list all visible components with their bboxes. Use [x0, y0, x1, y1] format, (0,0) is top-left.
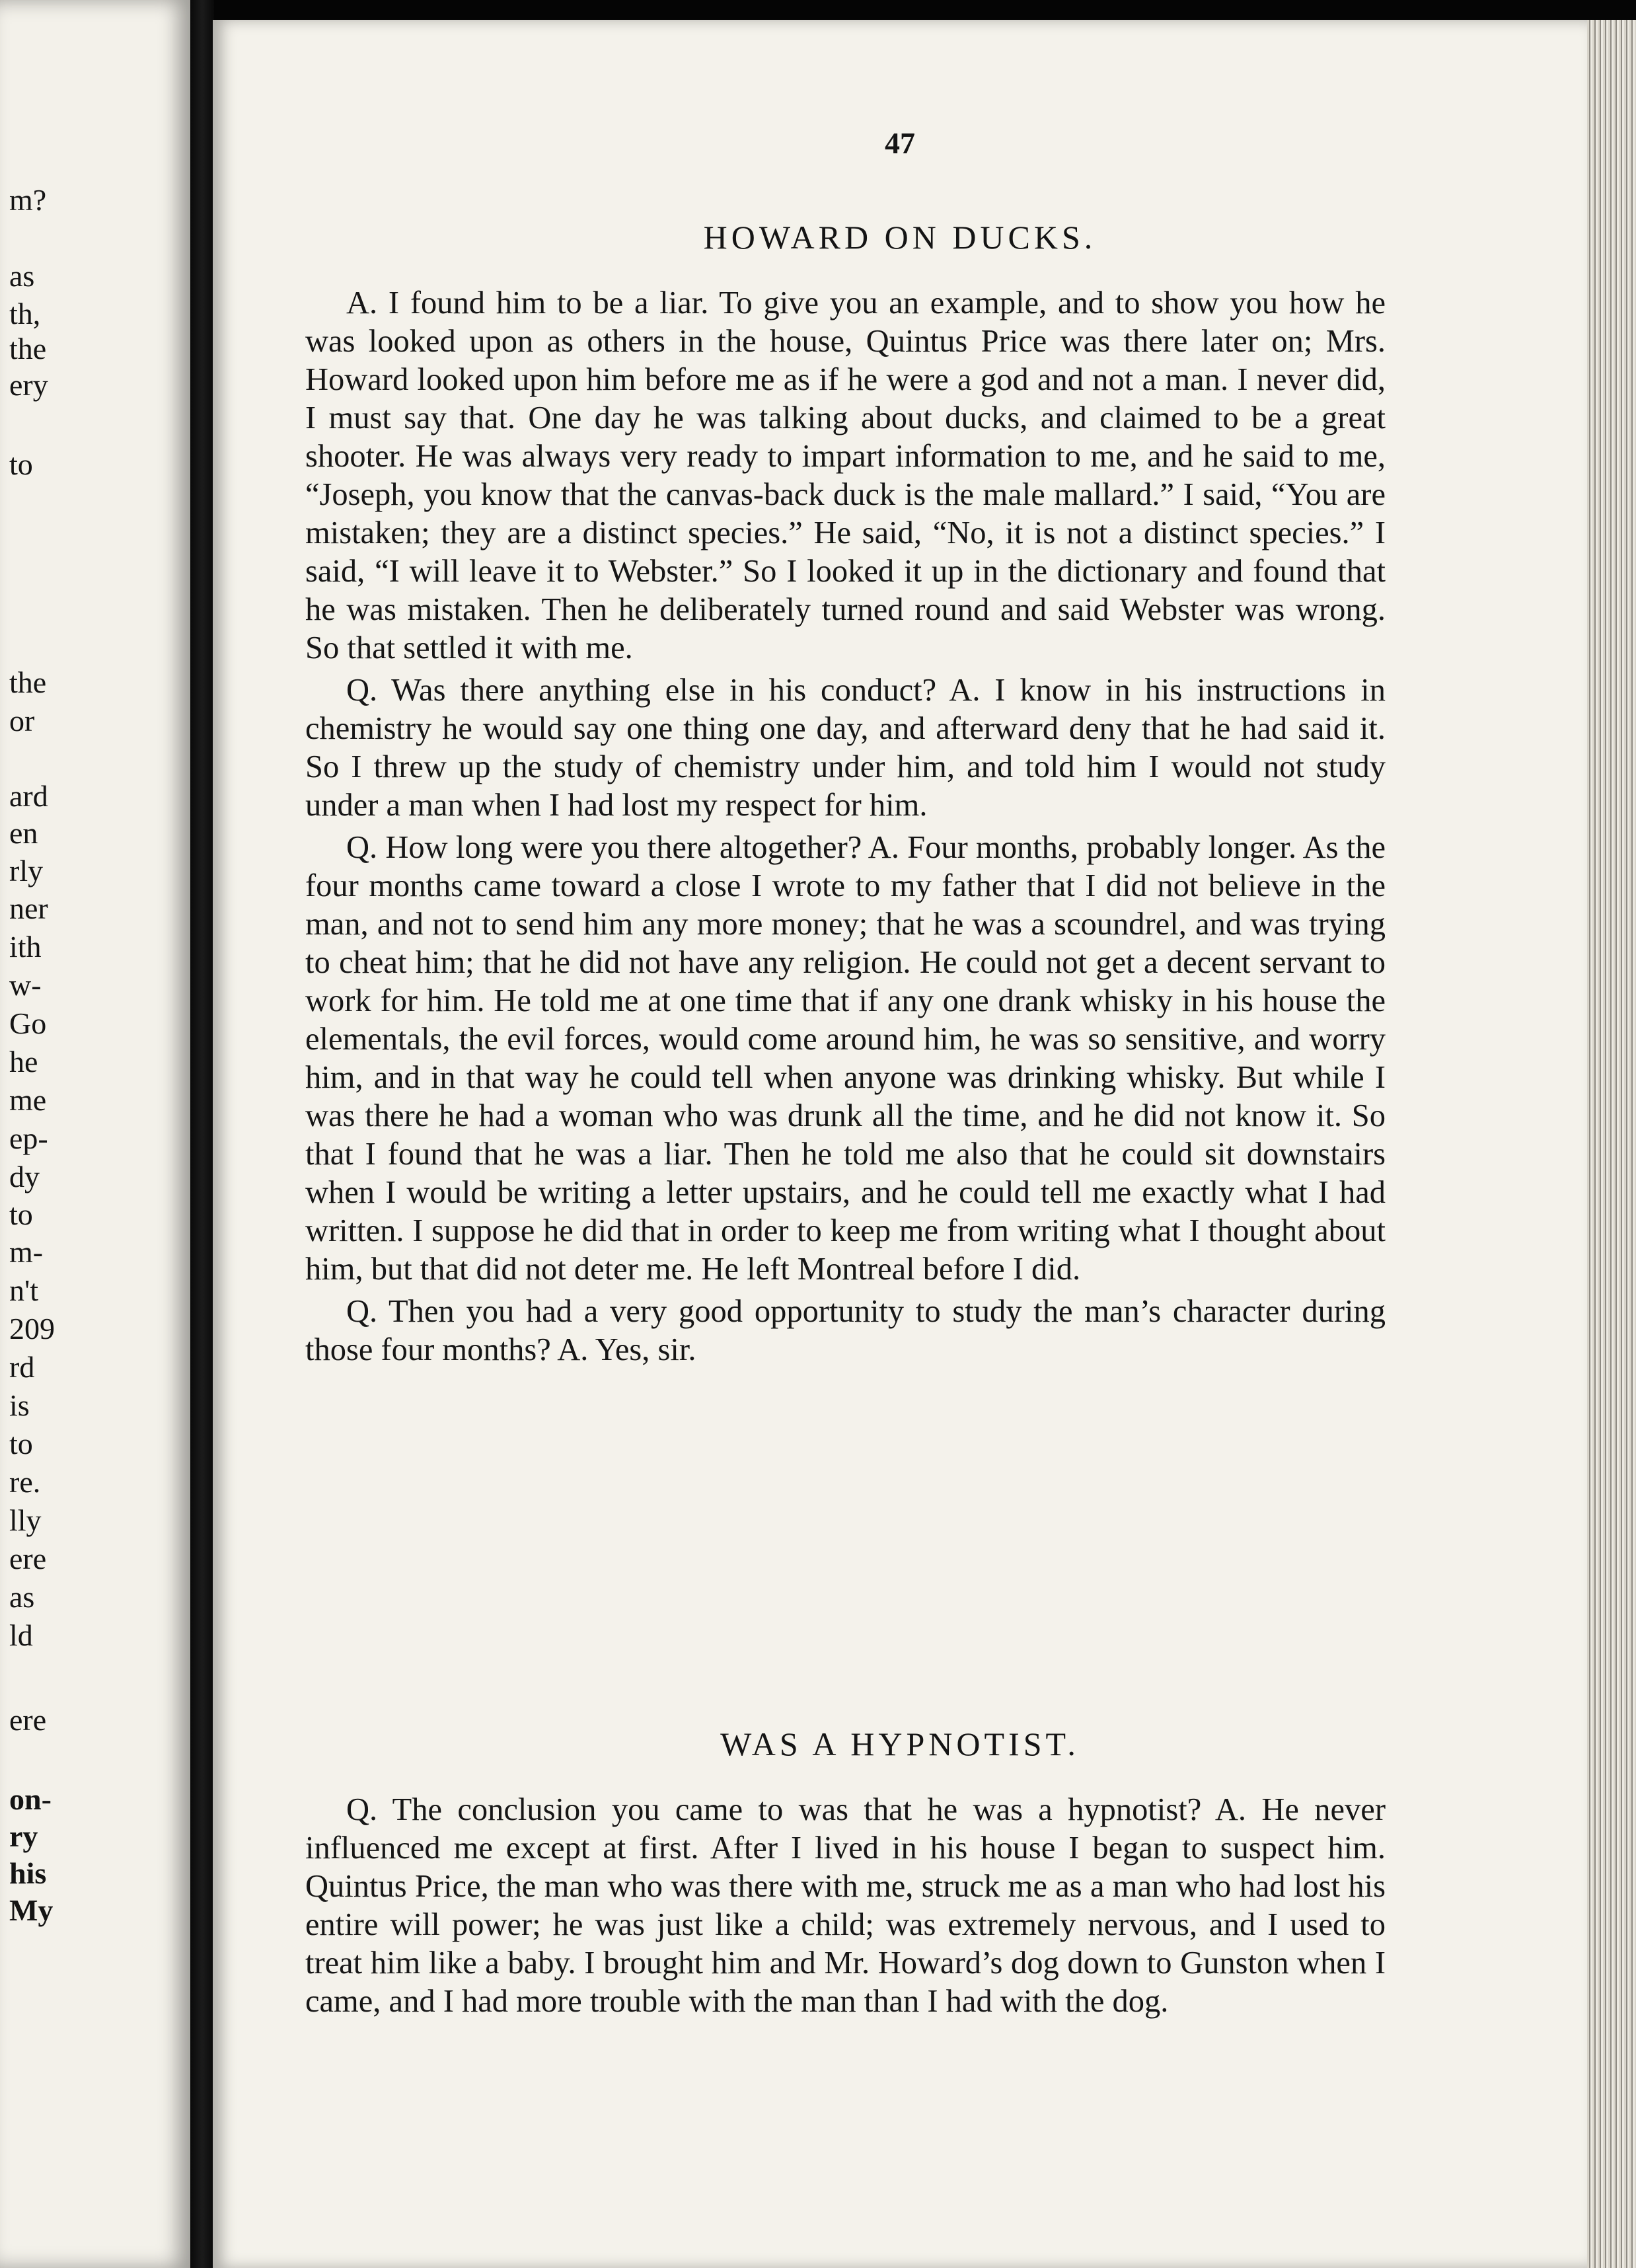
left-page-fragment: th,: [9, 297, 41, 330]
paragraph: Q. How long were you there altogether? A. Four months, probably longer. As the four months came toward a close I wrote to my father that I did not believe in the man, and not to send him any more money; that he was a scoundrel, and was trying to cheat him; that he did not have any religion. He could not get a decent servant to work for him. He told me at one time that if any one drank whisky in his house the elementals, the evil forces, would come around him, he was so sensitive, and worry him, and in that way he could tell when anyone was drinking whisky. But while I was there he had a woman who was drunk all the time, and he did not know it. So that I found that he was a liar. Then he told me also that he could sit downstairs when I would be writing a letter upstairs, and he could tell me exactly what I had written. I suppose he did that in order to keep me from writing what I thought about him, but that did not deter me. He left Montreal before I did.: [305, 830, 1386, 1287]
left-page-fragment: as: [9, 259, 35, 293]
left-page-fragment: ry: [9, 1819, 38, 1853]
left-page-fragment: ery: [9, 368, 48, 402]
left-page-fragment: or: [9, 704, 35, 737]
left-page-fragment: ard: [9, 779, 48, 813]
left-page-fragment: ith: [9, 930, 42, 964]
left-page-fragment: on-: [9, 1782, 52, 1816]
left-page-fragment: n't: [9, 1273, 39, 1307]
left-page-fragment: is: [9, 1388, 30, 1422]
left-page-fragment: the: [9, 332, 47, 365]
left-page-fragment: to: [9, 1197, 33, 1231]
paragraph: A. I found him to be a liar. To give you an example, and to show you how he was looked upon as others in the house, Quintus Price was there later on; Mrs. Howard looked upon him before me as if he were a god and not a man. I never did, I must say that. One day he was talking about ducks, and claimed to be a great shooter. He was always very ready to impart information to me, and he said to me, “Joseph, you know that the canvas-back duck is the male mallard.” I said, “You are mistaken; they are a distinct species.” He said, “No, it is not a distinct species.” I said, “I will leave it to Webster.” So I looked it up in the dictionary and found that he was mistaken. Then he deliberately turned round and said Webster was wrong. So that settled it with me.: [305, 285, 1386, 665]
left-page-fragment: to: [9, 447, 33, 481]
paragraph: Q. The conclusion you came to was that he was a hypnotist? A. He never influenced me except at first. After I lived in his house I began to suspect him. Quintus Price, the man who was there with me, struck me as a man who had lost his entire will power; he was just like a child; was extremely nervous, and I used to treat him like a baby. I brought him and Mr. Howard’s dog down to Gunston when I came, and I had more trouble with the man than I had with the dog.: [305, 1792, 1386, 2019]
section-body-ducks: [305, 284, 1386, 1369]
page-stack-edge: [1587, 20, 1636, 2268]
paragraph: Q. Was there anything else in his conduct? A. I know in his instructions in chemistry he would say one thing one day, and afterward deny that he had said it. So I threw up the study of chemistry under him, and told him I would not study under a man when I had lost my respect for him.: [305, 673, 1386, 823]
left-page-fragment: Go: [9, 1006, 47, 1040]
left-page-fragment: to: [9, 1427, 33, 1460]
left-page-fragment: dy: [9, 1160, 40, 1193]
left-page-fragment: his: [9, 1856, 47, 1890]
left-page-fragment: rly: [9, 854, 44, 888]
left-page-fragment: ner: [9, 891, 48, 925]
left-page-fragment: the: [9, 665, 47, 699]
section-heading-ducks: HOWARD ON DUCKS.: [703, 219, 1097, 256]
left-page-fragment: ere: [9, 1542, 47, 1575]
left-page-fragment: lly: [9, 1503, 42, 1537]
left-page-fragment: m?: [9, 183, 47, 217]
left-page-fragment: m-: [9, 1235, 44, 1269]
left-page-fragment: w-: [9, 968, 42, 1002]
book-gutter: [190, 0, 214, 2268]
left-page-fragment: ep-: [9, 1121, 48, 1155]
main-page: [213, 20, 1587, 2268]
left-page-fragment: as: [9, 1580, 35, 1614]
section-body-hypnotist: [305, 1791, 1386, 2021]
left-page-fragment: en: [9, 816, 38, 850]
paragraph: Q. Then you had a very good opportunity to study the man’s character during those four months? A. Yes, sir.: [305, 1294, 1386, 1367]
left-page-fragment: me: [9, 1083, 47, 1117]
left-page-fragment: ere: [9, 1703, 47, 1737]
left-facing-page: [0, 0, 190, 2268]
left-page-fragment: re.: [9, 1465, 41, 1499]
page-number: 47: [885, 126, 915, 160]
left-page-fragment: 209: [9, 1312, 55, 1345]
section-heading-hypnotist: WAS A HYPNOTIST.: [720, 1725, 1080, 1762]
left-page-fragment: rd: [9, 1350, 35, 1384]
left-page-fragment: he: [9, 1045, 38, 1078]
left-page-fragment: My: [9, 1893, 54, 1927]
left-page-fragment: ld: [9, 1618, 33, 1652]
